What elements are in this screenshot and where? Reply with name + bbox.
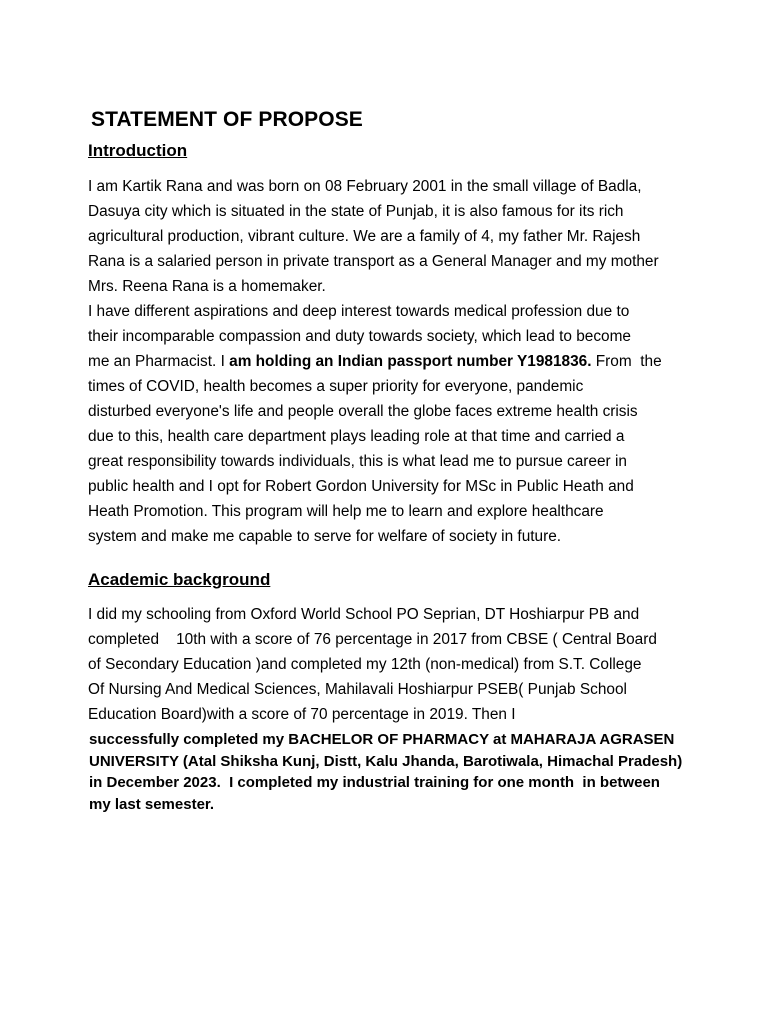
academic-background-heading: Academic background (88, 570, 271, 589)
bold-line: in December 2023. I completed my industrial training for one month in between (89, 774, 660, 791)
paragraph-line: I did my schooling from Oxford World School PO Seprian, DT Hoshiarpur PB and (88, 606, 640, 623)
paragraph-line: Heath Promotion. This program will help me to learn and explore healthcare (88, 503, 604, 520)
paragraph-line: system and make me capable to serve for welfare of society in future. (88, 528, 562, 545)
paragraph-line: great responsibility towards individuals, this is what lead me to pursue career in (88, 453, 627, 470)
paragraph-line: public health and I opt for Robert Gordon University for MSc in Public Heath and (88, 478, 634, 495)
paragraph-line: Education Board)with a score of 70 percentage in 2019. Then I (88, 706, 516, 723)
passport-line (88, 349, 662, 374)
bold-line: my last semester. (89, 795, 215, 813)
document-title: STATEMENT OF PROPOSE (91, 108, 363, 131)
paragraph-line: agricultural production, vibrant culture. We are a family of 4, my father Mr. Rajesh (88, 228, 641, 245)
paragraph-line: disturbed everyone's life and people overall the globe faces extreme health crisis (88, 403, 638, 420)
paragraph-line: Of Nursing And Medical Sciences, Mahilavali Hoshiarpur PSEB( Punjab School (88, 681, 627, 698)
passport-line-after: From the (591, 353, 662, 370)
paragraph-line: Rana is a salaried person in private transport as a General Manager and my mother (88, 253, 659, 270)
paragraph-line: I am Kartik Rana and was born on 08 February 2001 in the small village of Badla, (88, 178, 642, 195)
paragraph-line: Dasuya city which is situated in the state of Punjab, it is also famous for its rich (88, 203, 624, 220)
paragraph-line: times of COVID, health becomes a super priority for everyone, pandemic (88, 378, 584, 395)
paragraph-line: due to this, health care department plays leading role at that time and carried a (88, 428, 625, 445)
paragraph-line: completed 10th with a score of 76 percentage in 2017 from CBSE ( Central Board (88, 631, 657, 648)
bold-line: successfully completed my BACHELOR OF PHARMACY at MAHARAJA AGRASEN (89, 731, 675, 748)
paragraph-line: Mrs. Reena Rana is a homemaker. (88, 278, 326, 295)
degree-paragraph (89, 729, 682, 815)
passport-line-before: me an Pharmacist. I (88, 353, 230, 370)
bold-line: UNIVERSITY (Atal Shiksha Kunj, Distt, Kalu Jhanda, Barotiwala, Himachal Pradesh) (89, 752, 683, 770)
paragraph-line: I have different aspirations and deep interest towards medical profession due to (88, 303, 630, 320)
academic-paragraph (88, 602, 657, 727)
passport-number-text: am holding an Indian passport number Y1981836. (229, 353, 592, 370)
paragraph-line: their incomparable compassion and duty towards society, which lead to become (88, 328, 631, 345)
introduction-heading: Introduction (88, 141, 188, 160)
introduction-paragraph (88, 174, 662, 549)
paragraph-line: of Secondary Education )and completed my 12th (non-medical) from S.T. College (88, 656, 642, 673)
